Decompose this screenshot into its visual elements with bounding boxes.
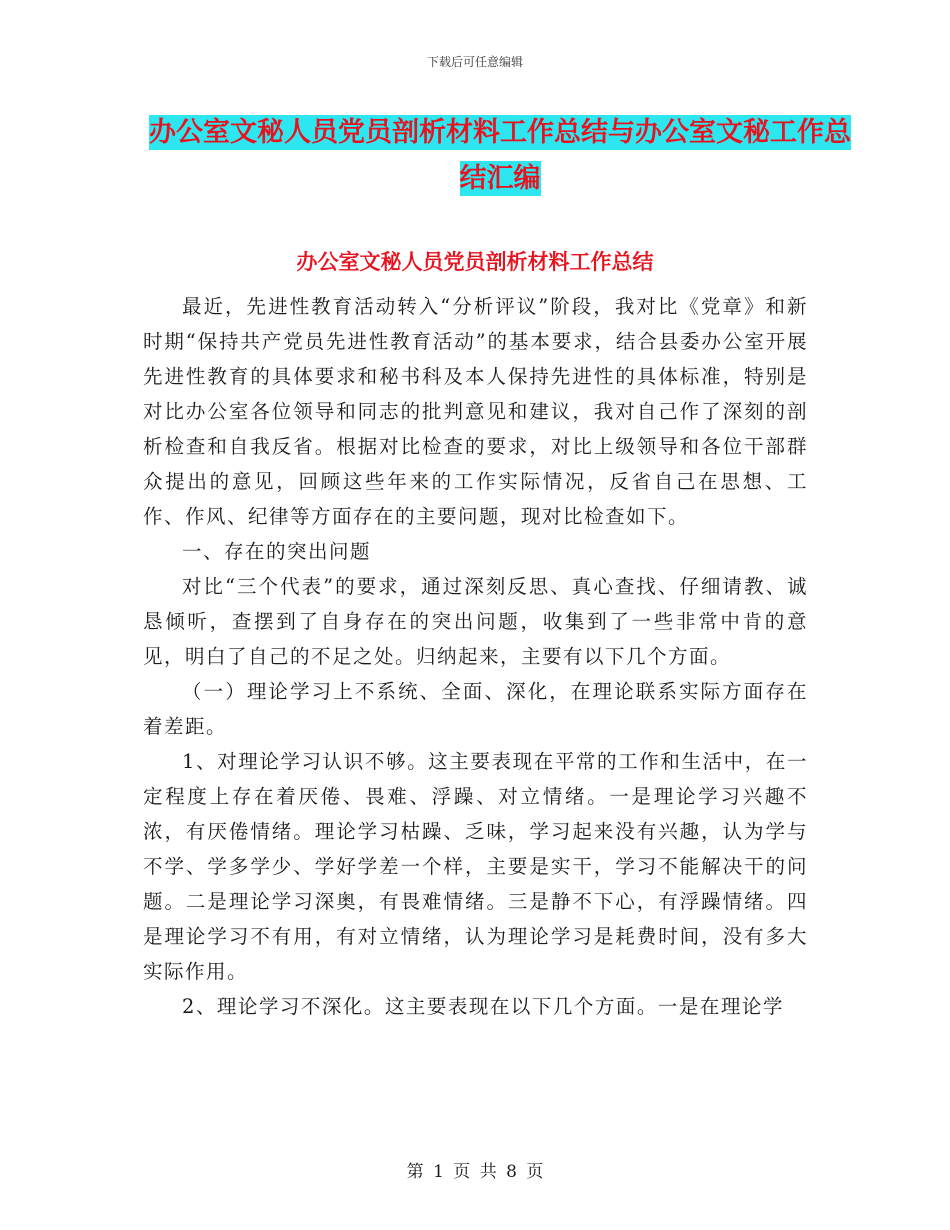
paragraph-point-1: 1、对理论学习认识不够。这主要表现在平常的工作和生活中，在一定程度上存在着厌倦、畏难、浮躁、对立情绪。一是理论学习兴趣不浓，有厌倦情绪。理论学习枯躁、乏味，学习起来没有兴趣，认为学与不学、学多学少、学好学差一个样，主要是实干，学习不能解决干的问题。二是理论学习深奥，有畏难情绪。三是静不下心，有浮躁情绪。四是理论学习不有用，有对立情绪，认为理论学习是耗费时间，没有多大实际作用。 [143, 750, 808, 983]
subheading-theory-study: （一）理论学习上不系统、全面、深化，在理论联系实际方面存在着差距。 [143, 680, 808, 738]
paragraph-problems-summary: 对比“三个代表”的要求，通过深刻反思、真心查找、仔细请教、诚恳倾听，查摆到了自身存在的突出问题，收集到了一些非常中肯的意见，明白了自己的不足之处。归纳起来，主要有以下几个方面。 [143, 575, 808, 668]
page-number: 第 1 页 共 8 页 [406, 1162, 544, 1182]
document-title [140, 110, 860, 202]
document-title-text: 办公室文秘人员党员剖析材料工作总结与办公室文秘工作总结汇编 [149, 117, 851, 194]
document-body [143, 289, 808, 1024]
heading-problems: 一、存在的突出问题 [182, 540, 372, 563]
page-header-note: 下载后可任意编辑 [426, 55, 523, 69]
paragraph-point-2: 2、理论学习不深化。这主要表现在以下几个方面。一是在理论学 [182, 995, 784, 1018]
paragraph-intro: 最近，先进性教育活动转入“分析评议”阶段，我对比《党章》和新时期“保持共产党员先进性教育活动”的基本要求，结合县委办公室开展先进性教育的具体要求和秘书科及本人保持先进性的具体标准，特别是对比办公室各位领导和同志的批判意见和建议，我对自己作了深刻的剖析检查和自我反省。根据对比检查的要求，对比上级领导和各位干部群众提出的意见，回顾这些年来的工作实际情况，反省自己在思想、工作、作风、纪律等方面存在的主要问题，现对比检查如下。 [143, 295, 808, 528]
section-title: 办公室文秘人员党员剖析材料工作总结 [296, 250, 654, 274]
